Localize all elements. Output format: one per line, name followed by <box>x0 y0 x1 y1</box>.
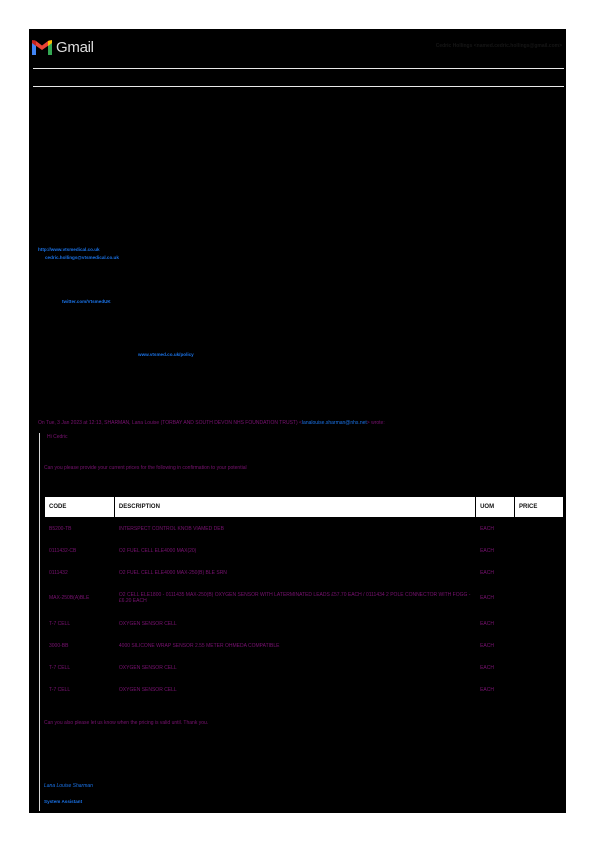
table-row <box>45 657 564 679</box>
table-row <box>45 635 564 657</box>
cell-uom: EACH <box>476 584 515 613</box>
cell-code: T-7 CELL <box>45 679 115 701</box>
attribution-email-link[interactable]: lanalouise.sharman@nhs.net <box>301 420 367 426</box>
twitter-link[interactable]: twitter.com/VtsmedUK <box>62 299 111 304</box>
price-table <box>44 496 564 701</box>
policy-link[interactable]: www.vtsmed.co.uk/policy <box>138 352 194 357</box>
cell-price <box>515 679 564 701</box>
email-page <box>29 29 566 813</box>
cell-description: O2 FUEL CELL ELE4000 MAX-250(B) BLE SRN <box>114 562 475 584</box>
cell-description: OXYGEN SENSOR CELL <box>114 657 475 679</box>
gmail-logo <box>32 37 94 57</box>
table-row <box>45 540 564 562</box>
attribution-prefix: On Tue, 3 Jan 2023 at 12:13, SHARMAN, Lana Louise (TORBAY AND SOUTH DEVON NHS FOUNDATION TRUST) < <box>38 420 302 426</box>
gmail-m-icon <box>32 40 52 55</box>
quote-bar <box>39 433 40 811</box>
attribution-suffix: > wrote: <box>366 420 385 426</box>
gmail-wordmark: Gmail <box>56 38 94 56</box>
quoted-greeting: Hi Cedric <box>47 434 68 440</box>
cell-code: B5200-TB <box>45 518 115 540</box>
cell-uom: EACH <box>476 635 515 657</box>
cell-code: MAX-250B(A)BLE <box>45 584 115 613</box>
table-row <box>45 562 564 584</box>
cell-price <box>515 562 564 584</box>
cell-uom: EACH <box>476 657 515 679</box>
header-divider <box>33 68 564 69</box>
table-header-row <box>45 497 564 518</box>
cell-description: O2 FUEL CELL ELE4000 MAX(20) <box>114 540 475 562</box>
cell-price <box>515 635 564 657</box>
cell-code: T-7 CELL <box>45 613 115 635</box>
cell-code: 0111432-CB <box>45 540 115 562</box>
header-price: PRICE <box>515 497 564 518</box>
cell-code: T-7 CELL <box>45 657 115 679</box>
cell-code: 0111432 <box>45 562 115 584</box>
signature-name: Lana Louise Sharman <box>44 783 93 789</box>
cell-uom: EACH <box>476 540 515 562</box>
cell-uom: EACH <box>476 518 515 540</box>
cell-price <box>515 613 564 635</box>
header-description: DESCRIPTION <box>114 497 475 518</box>
table-row <box>45 613 564 635</box>
quoted-request: Can you please provide your current prices for the following in confirmation to your potential <box>44 465 247 471</box>
quoted-attribution <box>38 420 385 426</box>
signature-role: System Assistant <box>44 799 83 804</box>
table-row <box>45 584 564 613</box>
table-row <box>45 518 564 540</box>
table-row <box>45 679 564 701</box>
cell-uom: EACH <box>476 679 515 701</box>
subject-divider <box>33 86 564 87</box>
cell-uom: EACH <box>476 562 515 584</box>
cell-price <box>515 657 564 679</box>
cell-description: 4000 SILICONE WRAP SENSOR 2.55 METER OHMEDA COMPATIBLE <box>114 635 475 657</box>
cell-description: OXYGEN SENSOR CELL <box>114 679 475 701</box>
cell-description: OXYGEN SENSOR CELL <box>114 613 475 635</box>
cell-uom: EACH <box>476 613 515 635</box>
website-link[interactable]: http://www.vtsmedical.co.uk <box>38 247 100 252</box>
cell-code: 3000-BB <box>45 635 115 657</box>
cell-description: O2 CELL ELE1800 - 0111435 MAX-250(B) OXYGEN SENSOR WITH LATERMINATED LEADS £57.70 EACH / 0111434 2 POLE CONNECTOR WITH FOGG - £6.20 EACH <box>114 584 475 613</box>
quoted-closing: Can you also please let us know when the pricing is valid until. Thank you. <box>44 720 209 726</box>
cell-price <box>515 584 564 613</box>
cell-description: INTERSPECT CONTROL KNOB VIAMED DEB <box>114 518 475 540</box>
header-uom: UOM <box>476 497 515 518</box>
header-code: CODE <box>45 497 115 518</box>
sender-address: Cedric Hollings <named.cedric.hollings@gmail.com> <box>435 43 562 49</box>
cell-price <box>515 518 564 540</box>
sender-email-link[interactable]: cedric.hollings@vtsmedical.co.uk <box>45 255 119 260</box>
cell-price <box>515 540 564 562</box>
